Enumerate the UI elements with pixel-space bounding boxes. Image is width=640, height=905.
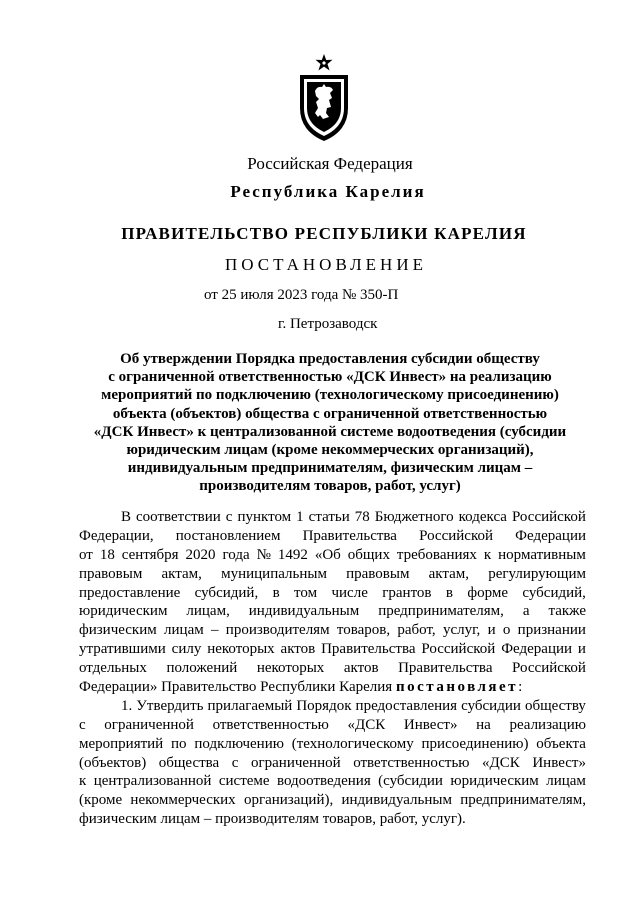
body-word: и	[487, 622, 496, 639]
body-word: Бюджетного	[374, 509, 454, 525]
body-word: нормативным	[498, 546, 586, 563]
body-word: к	[79, 773, 87, 790]
body-word: актов	[343, 660, 379, 677]
body-word: актам,	[428, 565, 470, 582]
body-line	[79, 791, 586, 810]
item-1-paragraph	[79, 697, 586, 829]
body-word: физическим	[79, 622, 157, 639]
body-word: предпринимателям,	[378, 603, 504, 620]
body-word: общих	[347, 546, 390, 563]
body-word: пунктом	[237, 509, 292, 525]
body-word: субсидий,	[522, 584, 586, 601]
title-line: «ДСК Инвест» к централизованной системе водоотведения (субсидии	[93, 423, 567, 440]
body-word: обществу	[524, 697, 586, 714]
body-word: постановлением	[175, 527, 281, 544]
colon: :	[518, 679, 523, 696]
body-line	[79, 584, 586, 603]
body-word: Правительства	[302, 527, 397, 544]
body-line	[79, 602, 586, 621]
body-word: утратившими	[79, 641, 166, 658]
body-word: (кроме	[79, 792, 123, 809]
body-word: регулирующим	[488, 565, 586, 582]
body-line-text: физическим лицам – производителям товаров, работ, услуг).	[79, 811, 466, 828]
federation-heading: Российская Федерация	[247, 154, 413, 173]
body-line	[79, 508, 586, 527]
body-word: реализацию	[509, 716, 586, 733]
body-word: индивидуальным	[341, 792, 452, 809]
body-word: с	[79, 716, 86, 733]
body-word: индивидуальным	[248, 603, 360, 620]
body-word: грантов	[382, 584, 432, 601]
body-word: Федерации	[515, 527, 586, 544]
body-word: 78	[354, 509, 370, 525]
body-word: субсидии	[461, 697, 521, 714]
title-line: мероприятий по подключению (технологическому присоединению)	[101, 387, 559, 404]
body-word: кодекса	[458, 509, 507, 525]
body-word: отдельных	[79, 660, 147, 677]
body-word: сентября	[121, 546, 179, 563]
body-word: года	[222, 546, 250, 563]
body-line	[79, 735, 586, 754]
body-word: 2020	[185, 546, 216, 563]
body-line	[79, 697, 586, 716]
preamble-paragraph	[79, 508, 586, 697]
body-word: объекта	[536, 735, 586, 752]
body-word: Инвест»	[403, 716, 458, 733]
title-line: с ограниченной ответственностью «ДСК Инвест» на реализацию	[108, 369, 552, 386]
body-word: признании	[517, 622, 586, 639]
body-word: Утвердить	[136, 697, 204, 714]
body-word: юридическим	[79, 603, 168, 620]
body-word: положений	[166, 660, 238, 677]
body-word: «ДСК	[482, 754, 520, 771]
body-word: лицам,	[186, 603, 230, 620]
body-word: том	[294, 584, 318, 601]
body-word: 1	[296, 509, 304, 525]
body-word: ограниченной	[104, 716, 194, 733]
body-word: (технологическому	[291, 735, 414, 752]
body-line	[79, 810, 586, 829]
body-word: некоторых	[256, 660, 325, 677]
body-word: работ,	[397, 622, 436, 639]
body-word: в	[272, 584, 280, 601]
body-word: в	[445, 584, 453, 601]
body-word: услуг,	[442, 622, 481, 639]
body-word: ответственностью	[353, 754, 470, 771]
body-word: от	[79, 546, 93, 563]
body-word: Порядок	[296, 697, 352, 714]
body-line	[79, 678, 586, 697]
body-word: некоторых	[207, 641, 275, 658]
body-word: (объектов)	[79, 754, 147, 771]
body-word: Правительства	[321, 641, 416, 658]
title-line: индивидуальным предпринимателям, физическим лицам –	[127, 460, 533, 477]
body-word: лицам	[546, 773, 586, 790]
body-word: Правительства	[398, 660, 493, 677]
body-word: №	[256, 546, 271, 563]
body-word: ограниченной	[250, 754, 341, 771]
body-word: по	[171, 735, 187, 752]
body-word: требованиях	[396, 546, 477, 563]
body-word: предоставления	[355, 697, 458, 714]
body-word: предпринимателям,	[460, 792, 586, 809]
title-line: юридическим лицам (кроме некоммерческих организаций),	[126, 442, 534, 459]
body-word: Инвест»	[532, 754, 586, 771]
city: г. Петрозаводск	[278, 316, 378, 332]
body-word: общества	[158, 754, 220, 771]
body-word: актам,	[161, 565, 202, 582]
body-word: соответствии	[136, 509, 221, 525]
body-word: правовым	[79, 565, 143, 582]
body-line	[79, 546, 586, 565]
body-word: и	[577, 641, 586, 658]
body-word: муниципальным	[221, 565, 327, 582]
body-word: Российской	[511, 509, 586, 525]
body-word: 18	[99, 546, 115, 563]
body-word: числе	[331, 584, 368, 601]
body-word: правовым	[346, 565, 410, 582]
body-line	[79, 716, 586, 735]
body-word: «Об	[314, 546, 341, 563]
body-word: Российской	[419, 527, 494, 544]
body-word: системе	[218, 773, 270, 790]
body-word: к	[483, 546, 492, 563]
body-word: силу	[171, 641, 202, 658]
body-word: водоотведения	[277, 773, 371, 790]
body-word: 1.	[121, 697, 133, 714]
body-word: предоставление	[79, 584, 181, 601]
date-and-number: от 25 июля 2023 года № 350-П	[204, 287, 399, 303]
body-word: актов	[280, 641, 316, 658]
document-title	[80, 350, 580, 496]
body-word: о	[502, 622, 511, 639]
title-line: объекта (объектов) общества с ограниченной ответственностью	[112, 405, 548, 422]
government-heading: ПРАВИТЕЛЬСТВО РЕСПУБЛИКИ КАРЕЛИЯ	[121, 224, 527, 243]
body-word: на	[476, 716, 491, 733]
body-word: производителям	[225, 622, 330, 639]
body-word: организаций),	[243, 792, 334, 809]
body-word: ответственностью	[212, 716, 329, 733]
body-line	[79, 772, 586, 791]
body-line	[79, 640, 586, 659]
body-word: юридическим	[450, 773, 539, 790]
body-word: В	[121, 509, 132, 525]
body-word: Российской	[421, 641, 496, 658]
body-word: мероприятий	[79, 735, 164, 752]
document-body	[79, 508, 586, 829]
republic-heading: Республика Карелия	[230, 182, 426, 201]
body-line	[79, 565, 586, 584]
body-line	[79, 659, 586, 678]
body-word: присоединению)	[421, 735, 529, 752]
title-line: производителям товаров, работ, услуг)	[199, 478, 461, 495]
body-word: а	[522, 603, 530, 620]
body-word: прилагаемый	[207, 697, 293, 714]
body-word: Федерации	[501, 641, 573, 658]
body-line-text: Федерации» Правительство Республики Карелия	[79, 679, 393, 696]
body-word: товаров,	[336, 622, 391, 639]
body-word: форме	[467, 584, 509, 601]
body-word: с	[231, 754, 239, 771]
body-word: подключению	[194, 735, 284, 752]
body-word: также	[548, 603, 586, 620]
body-word: «ДСК	[347, 716, 386, 733]
title-line: Об утверждении Порядка предоставления субсидии обществу	[120, 351, 540, 367]
body-word: –	[211, 622, 219, 639]
body-word: 1492	[277, 546, 308, 563]
coat-of-arms-icon	[296, 53, 352, 143]
resolves-emphasis: постановляет	[395, 679, 519, 696]
body-word: статьи	[308, 509, 350, 525]
body-word: централизованной	[93, 773, 212, 790]
body-word: Федерации,	[79, 527, 154, 544]
body-word: с	[225, 509, 233, 525]
body-line	[79, 621, 586, 640]
body-word: субсидий,	[194, 584, 259, 601]
body-word: некоммерческих	[130, 792, 236, 809]
body-line	[79, 527, 586, 546]
body-line	[79, 754, 586, 773]
document-type: ПОСТАНОВЛЕНИЕ	[224, 255, 427, 274]
body-word: лицам	[164, 622, 204, 639]
body-word: Российской	[512, 660, 586, 677]
body-word: (субсидии	[378, 773, 443, 790]
